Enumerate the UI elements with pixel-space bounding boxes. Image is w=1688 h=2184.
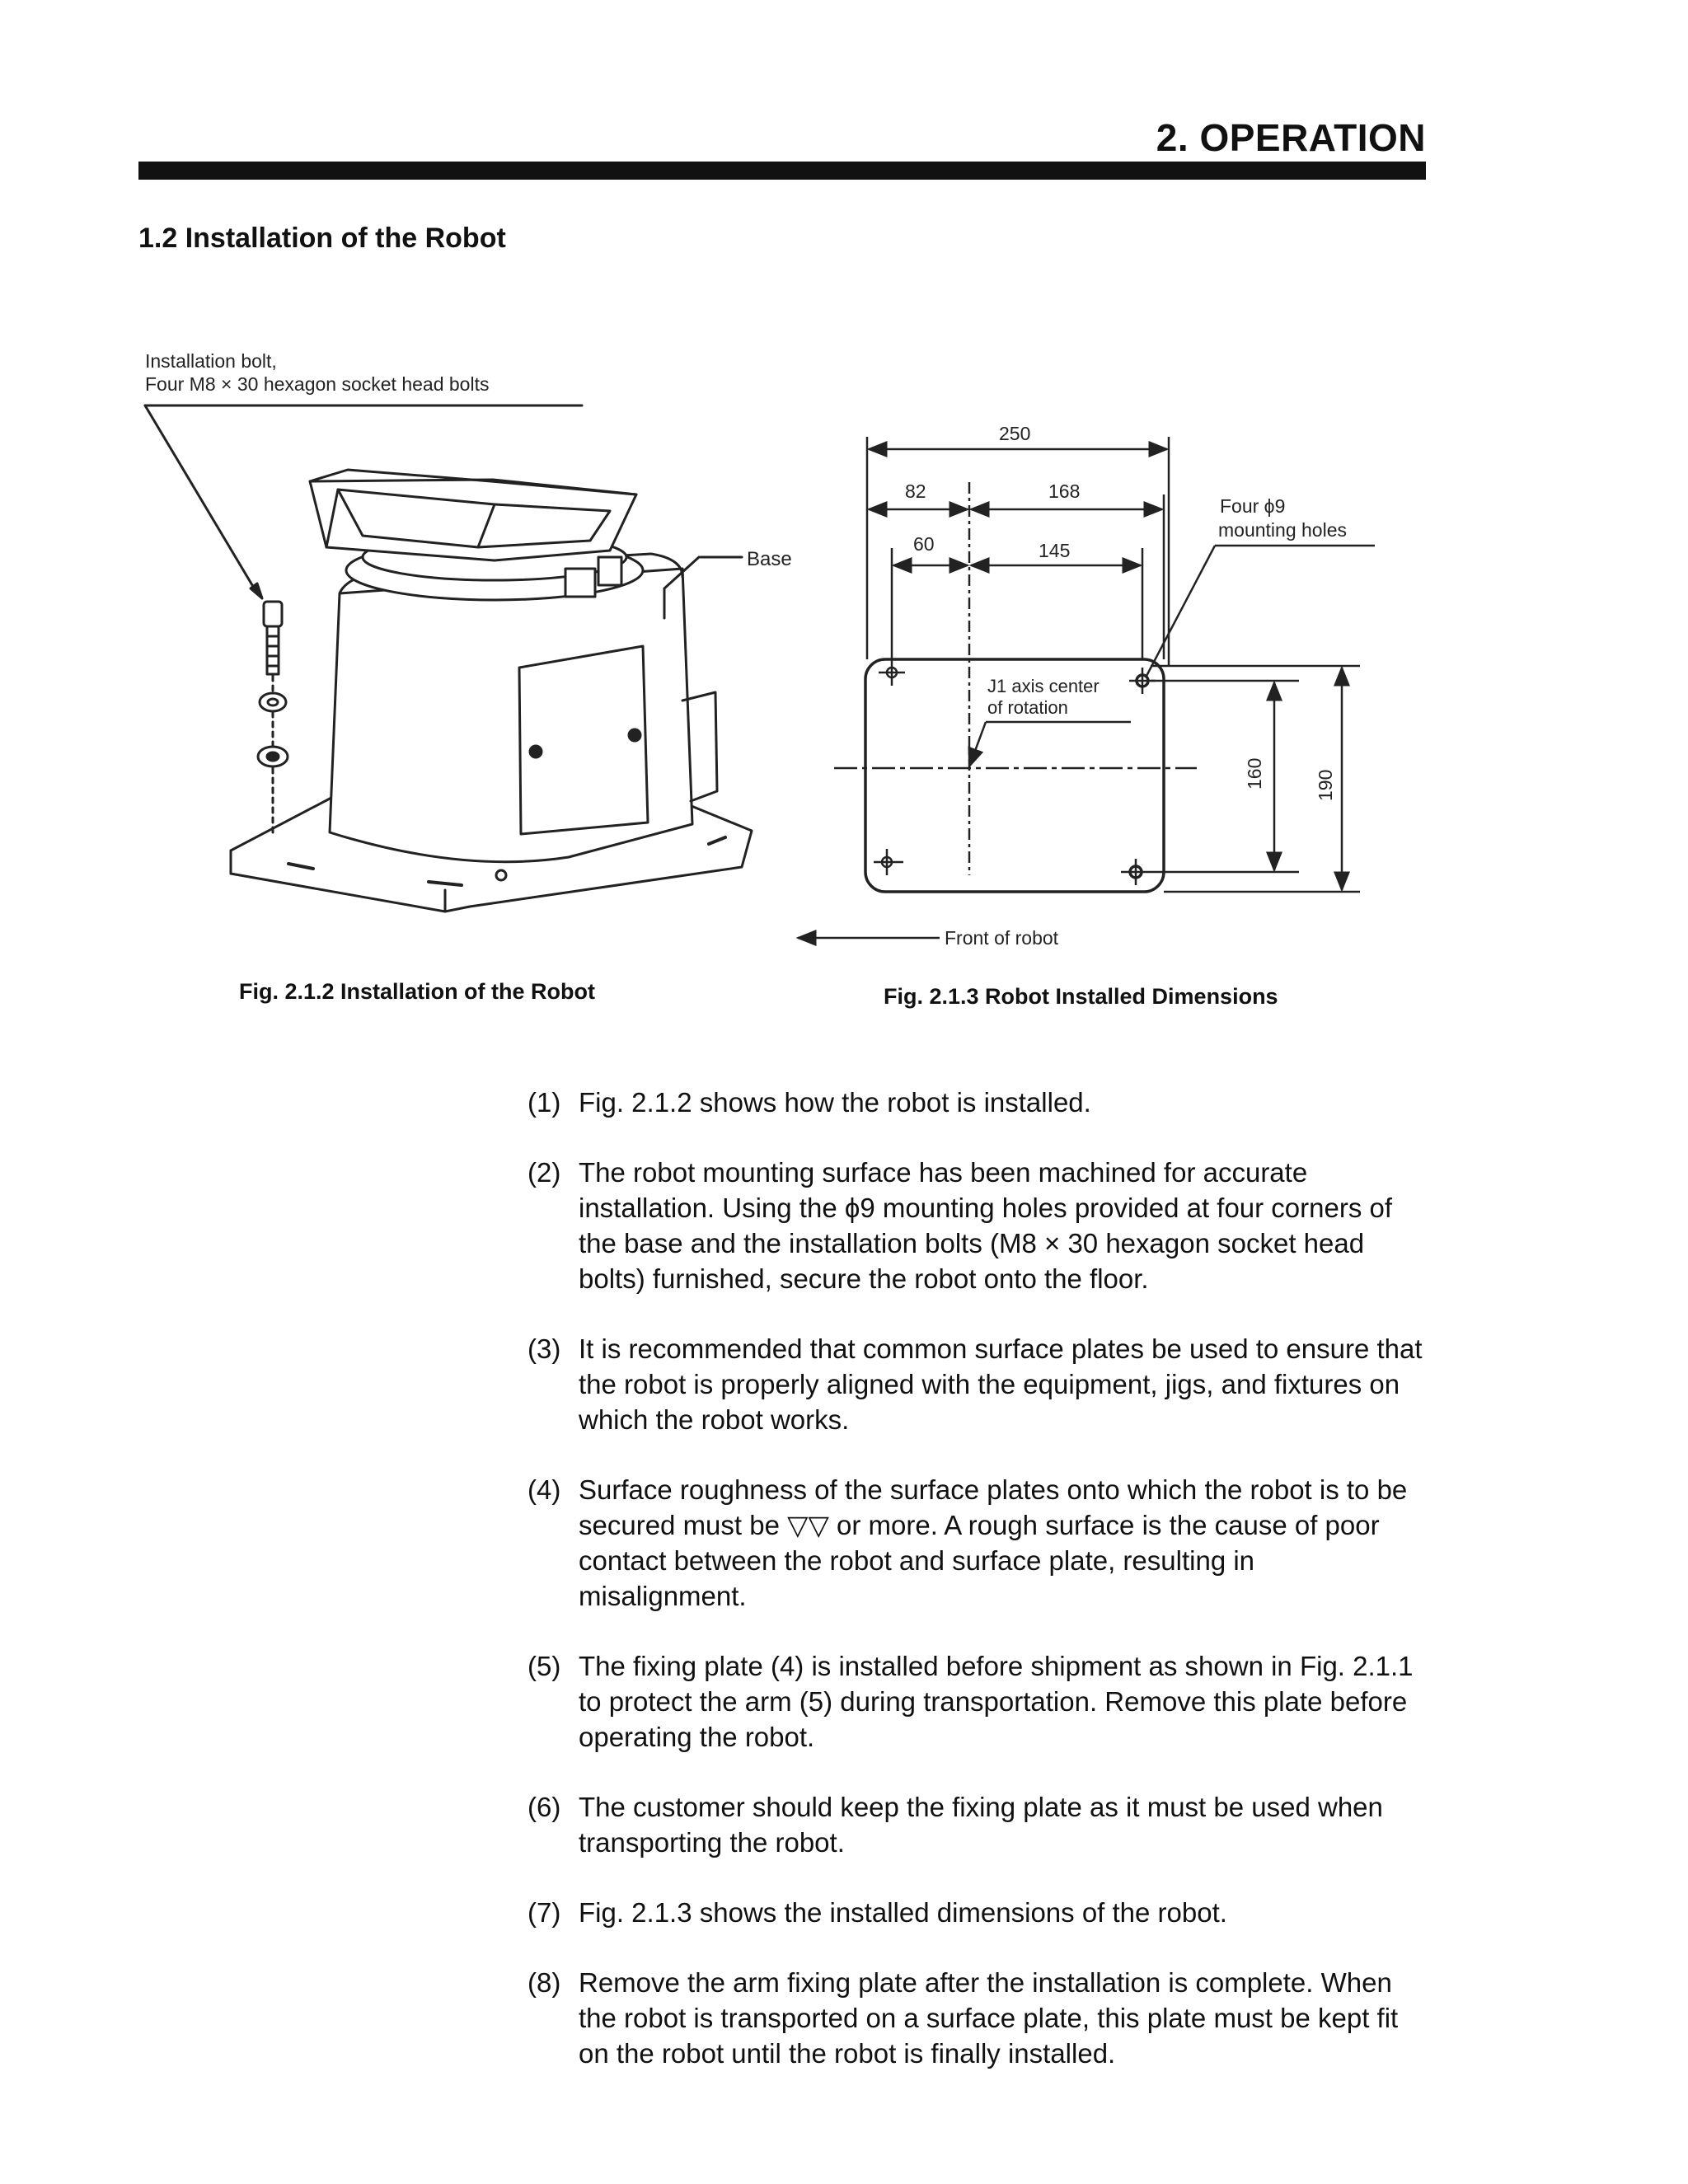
axis-leader-line xyxy=(969,722,986,766)
mounting-hole xyxy=(879,659,905,686)
front-of-robot-label: Front of robot xyxy=(945,927,1059,949)
item-text: The robot mounting surface has been machined for accurate installation. Using the ϕ9 mounting holes provided at four corners of the base and the installation bolts (M8 × 30 hexagon socket head bolts) furnished, secure the robot onto the floor. xyxy=(579,1157,1393,1294)
list-item xyxy=(528,1895,1426,1930)
item-text: Fig. 2.1.2 shows how the robot is installed. xyxy=(579,1087,1091,1118)
list-item xyxy=(528,1085,1426,1120)
item-text: It is recommended that common surface plates be used to ensure that the robot is properly aligned with the equipment, jigs, and fixtures on which the robot works. xyxy=(579,1333,1423,1435)
dim-250: 250 xyxy=(999,423,1031,444)
list-item xyxy=(528,1965,1426,2071)
dim-60: 60 xyxy=(913,533,935,555)
mounting-hole xyxy=(1121,859,1151,885)
item-number: (7) xyxy=(528,1897,561,1928)
bolt-label-line2: Four M8 × 30 hexagon socket head bolts xyxy=(145,373,490,395)
item-text: The customer should keep the fixing plate as it must be used when transporting the robot. xyxy=(579,1792,1383,1858)
bolt-label-line1: Installation bolt, xyxy=(145,350,277,372)
axis-label-line2: of rotation xyxy=(987,697,1068,718)
figure-caption-2-1-2: Fig. 2.1.2 Installation of the Robot xyxy=(239,979,596,1004)
list-item xyxy=(528,1648,1426,1755)
holes-label-line2: mounting holes xyxy=(1218,519,1347,541)
page-header-title: 2. OPERATION xyxy=(1156,116,1426,159)
dim-168: 168 xyxy=(1048,480,1081,502)
item-number: (5) xyxy=(528,1651,561,1681)
section-title: 1.2 Installation of the Robot xyxy=(138,223,506,254)
item-number: (6) xyxy=(528,1792,561,1822)
mounting-hole xyxy=(874,849,903,875)
holes-label-line1: Four ϕ9 xyxy=(1220,495,1286,517)
instruction-list xyxy=(528,1085,1426,2106)
item-number: (8) xyxy=(528,1967,561,1998)
item-text: Fig. 2.1.3 shows the installed dimensions of the robot. xyxy=(579,1897,1227,1928)
item-text: The fixing plate (4) is installed before shipment as shown in Fig. 2.1.1 to protect the arm (5) during transportation. Remove this plate before operating the robot. xyxy=(579,1651,1414,1752)
item-number: (2) xyxy=(528,1157,561,1188)
list-item xyxy=(528,1472,1426,1614)
dim-160: 160 xyxy=(1244,757,1265,790)
dim-190: 190 xyxy=(1315,769,1336,801)
item-text: Remove the arm fixing plate after the installation is complete. When the robot is transported on a surface plate, this plate must be kept fit on the robot until the robot is finally installed. xyxy=(579,1967,1399,2069)
item-number: (3) xyxy=(528,1333,561,1364)
item-number: (1) xyxy=(528,1087,561,1118)
holes-leader-line xyxy=(1146,546,1215,677)
item-text: Surface roughness of the surface plates onto which the robot is to be secured must be ▽▽ or more. A rough surface is the cause of poor contact between the robot and surface plate, resulting in misalignment. xyxy=(579,1474,1408,1611)
base-label: Base xyxy=(747,548,792,570)
item-number: (4) xyxy=(528,1474,561,1505)
mounting-hole xyxy=(1129,668,1156,694)
axis-label-line1: J1 axis center xyxy=(987,676,1100,696)
dim-145: 145 xyxy=(1039,540,1071,561)
list-item xyxy=(528,1155,1426,1296)
dim-82: 82 xyxy=(905,480,926,502)
figure-caption-2-1-3: Fig. 2.1.3 Robot Installed Dimensions xyxy=(884,984,1278,1009)
list-item xyxy=(528,1789,1426,1860)
list-item xyxy=(528,1331,1426,1437)
